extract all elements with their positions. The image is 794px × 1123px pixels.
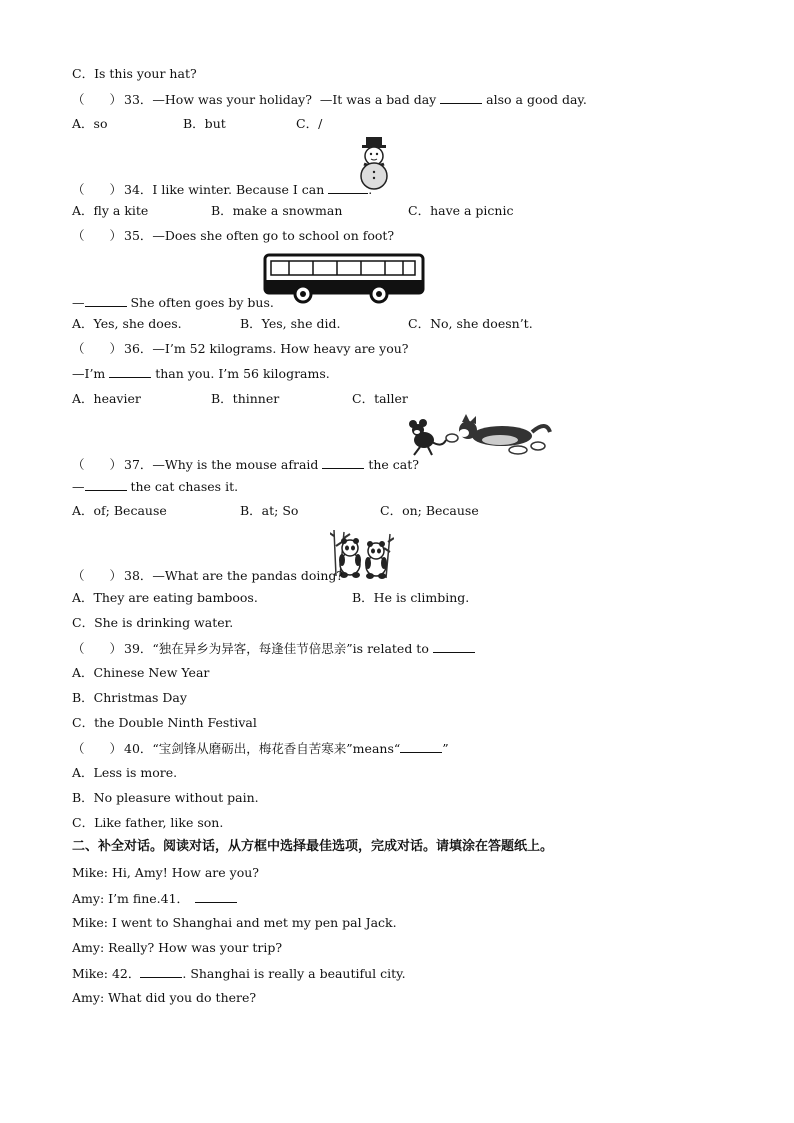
- dialogue-line: Mike: 42． . Shanghai is really a beautiful city.: [72, 966, 406, 981]
- q34-stem: （ ） 34．I like winter. Because I can .: [72, 182, 373, 197]
- q36-option-b[interactable]: B．thinner: [211, 391, 280, 406]
- q36-option-c[interactable]: C．taller: [352, 391, 408, 406]
- q39-stem: （ ） 39．“独在异乡为异客，每逢佳节倍思亲”is related to: [72, 640, 475, 657]
- q36-answer-line: —I’m than you. I’m 56 kilograms.: [72, 366, 330, 381]
- answer-blank[interactable]: [328, 181, 368, 194]
- q37-option-b[interactable]: B．at; So: [240, 503, 299, 518]
- dialogue-line: Amy: Really? How was your trip?: [72, 940, 283, 955]
- answer-paren[interactable]: （ ）: [72, 92, 123, 107]
- answer-blank[interactable]: [440, 91, 482, 104]
- q36-stem: （ ） 36．—I’m 52 kilograms. How heavy are you?: [72, 341, 409, 356]
- answer-blank[interactable]: [109, 365, 151, 378]
- q39-option-b[interactable]: B．Christmas Day: [72, 690, 187, 705]
- answer-paren[interactable]: （ ）: [72, 457, 123, 472]
- q40-option-a[interactable]: A．Less is more.: [72, 765, 178, 780]
- q34-option-a[interactable]: A．fly a kite: [72, 203, 149, 218]
- q39-option-a[interactable]: A．Chinese New Year: [72, 665, 210, 680]
- answer-blank[interactable]: [195, 890, 237, 903]
- q35-option-a[interactable]: A．Yes, she does.: [72, 316, 182, 331]
- q33-stem: （ ） 33．—How was your holiday? —It was a bad day also a good day.: [72, 92, 587, 107]
- q37-answer-line: — the cat chases it.: [72, 479, 239, 494]
- q40-stem: （ ） 40．“宝剑锋从磨砺出，梅花香自苦寒来”means“ ”: [72, 741, 449, 756]
- q40-option-b[interactable]: B．No pleasure without pain.: [72, 790, 259, 805]
- q38-option-c[interactable]: C．She is drinking water.: [72, 615, 234, 630]
- q35-option-b[interactable]: B．Yes, she did.: [240, 316, 341, 331]
- dialogue-line: Mike: I went to Shanghai and met my pen pal Jack.: [72, 915, 397, 930]
- answer-blank[interactable]: [322, 456, 364, 469]
- answer-paren[interactable]: （ ）: [72, 341, 123, 356]
- answer-paren[interactable]: （ ）: [72, 182, 123, 197]
- q37-option-a[interactable]: A．of; Because: [72, 503, 167, 518]
- q38-stem: （ ） 38．—What are the pandas doing?: [72, 568, 344, 583]
- q34-option-b[interactable]: B．make a snowman: [211, 203, 343, 218]
- bus-icon: [263, 252, 425, 304]
- dialogue-line: Mike: Hi, Amy! How are you?: [72, 865, 259, 880]
- answer-blank[interactable]: [140, 965, 182, 978]
- answer-paren[interactable]: （ ）: [72, 228, 123, 243]
- answer-blank[interactable]: [433, 640, 475, 653]
- q40-option-c[interactable]: C．Like father, like son.: [72, 815, 224, 830]
- section-2-heading: 二、补全对话。阅读对话，从方框中选择最佳选项，完成对话。请填涂在答题纸上。: [72, 839, 554, 854]
- q33-option-b[interactable]: B．but: [183, 116, 226, 131]
- answer-paren[interactable]: （ ）: [72, 568, 123, 583]
- q37-stem: （ ） 37．—Why is the mouse afraid the cat?: [72, 457, 419, 472]
- q39-option-c[interactable]: C．the Double Ninth Festival: [72, 715, 257, 730]
- dialogue-line: Amy: I’m fine.41．: [72, 890, 237, 907]
- q32-option-c: C．Is this your hat?: [72, 66, 197, 81]
- q34-option-c[interactable]: C．have a picnic: [408, 203, 514, 218]
- q38-option-a[interactable]: A．They are eating bamboos.: [72, 590, 258, 605]
- q35-stem: （ ） 35．—Does she often go to school on foot?: [72, 228, 395, 243]
- q33-option-a[interactable]: A．so: [72, 116, 108, 131]
- answer-paren[interactable]: （ ）: [72, 741, 123, 756]
- q35-answer-line: — She often goes by bus.: [72, 295, 274, 310]
- q35-option-c[interactable]: C．No, she doesn’t.: [408, 316, 533, 331]
- q37-option-c[interactable]: C．on; Because: [380, 503, 479, 518]
- cat-chasing-mouse-icon: [406, 410, 552, 460]
- answer-blank[interactable]: [85, 478, 127, 491]
- answer-paren[interactable]: （ ）: [72, 641, 123, 656]
- answer-blank[interactable]: [400, 740, 442, 753]
- q38-option-b[interactable]: B．He is climbing.: [352, 590, 470, 605]
- q36-option-a[interactable]: A．heavier: [72, 391, 141, 406]
- dialogue-line: Amy: What did you do there?: [72, 990, 257, 1005]
- q33-option-c[interactable]: C．/: [296, 116, 323, 131]
- answer-blank[interactable]: [85, 294, 127, 307]
